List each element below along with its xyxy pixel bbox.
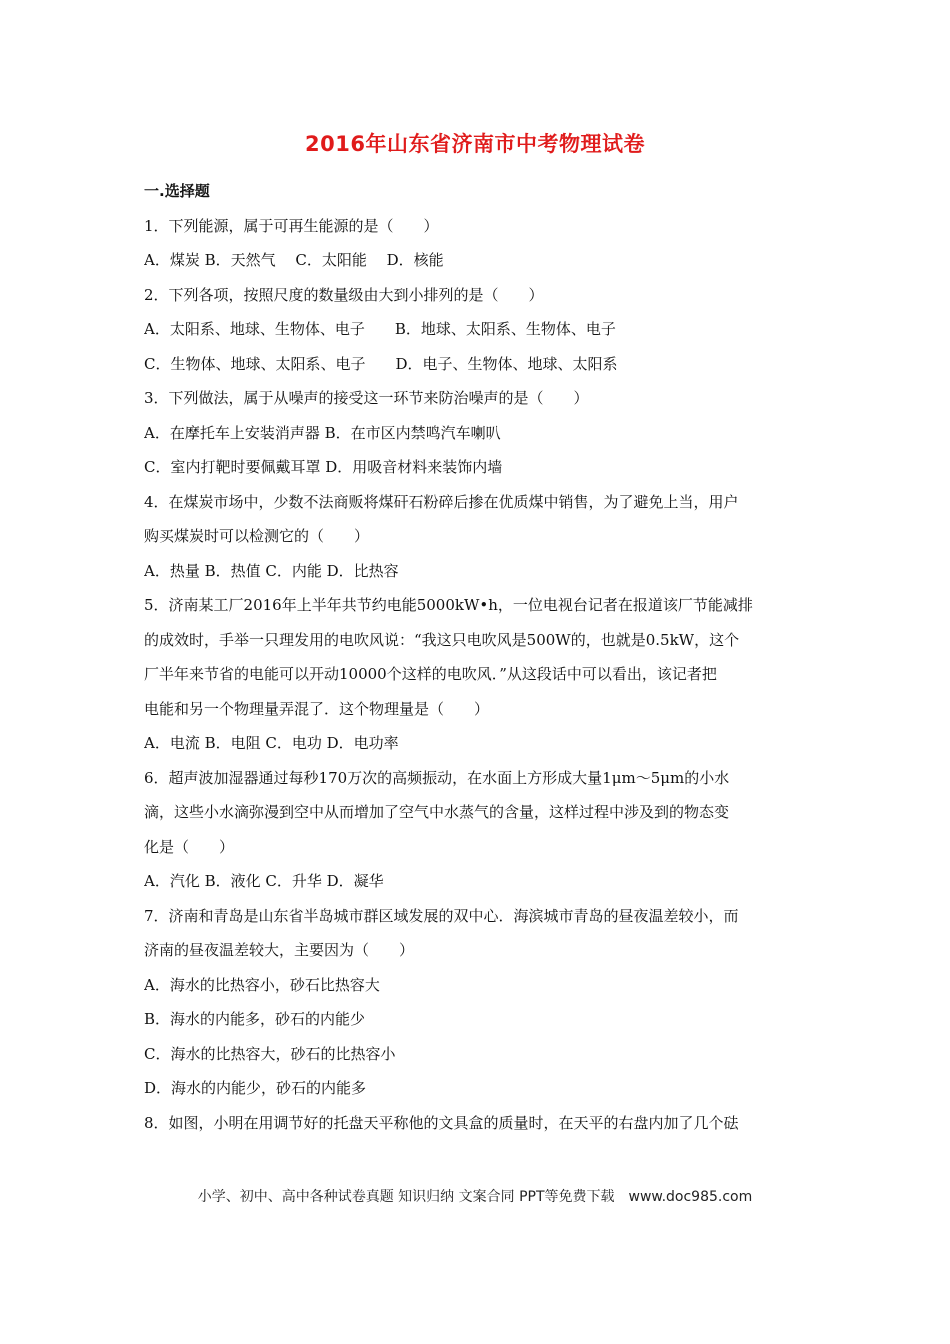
text-line: 1．下列能源，属于可再生能源的是（ ）	[144, 216, 439, 235]
text-line: 购买煤炭时可以检测它的（ ）	[144, 527, 370, 545]
question-lines	[144, 215, 812, 1147]
text-line: 5．济南某工厂2016年上半年共节约电能5000kW•h，一位电视台记者在报道该厂节能减排	[144, 596, 753, 614]
text-line: 4．在煤炭市场中，少数不法商贩将煤矸石粉碎后掺在优质煤中销售，为了避免上当，用户	[144, 492, 739, 511]
text-line: 化是（ ）	[144, 837, 235, 856]
text-line: 电能和另一个物理量弄混了．这个物理量是（ ）	[144, 699, 490, 718]
page-footer: 小学、初中、高中各种试卷真题 知识归纳 文案合同 PPT等免费下载 www.doc985.com	[197, 1189, 753, 1205]
text-line: C．室内打靶时要佩戴耳罩 D．用吸音材料来装饰内墙	[144, 458, 503, 476]
text-line: A．在摩托车上安装消声器 B．在市区内禁鸣汽车喇叭	[144, 423, 501, 442]
text-line: 滴，这些小水滴弥漫到空中从而增加了空气中水蒸气的含量，这样过程中涉及到的物态变	[144, 803, 730, 821]
text-line: A．海水的比热容小，砂石比热容大	[144, 975, 380, 994]
text-line: A．太阳系、地球、生物体、电子 B．地球、太阳系、生物体、电子	[144, 320, 616, 338]
text-line: A．汽化 B．液化 C．升华 D．凝华	[144, 872, 384, 890]
exam-content	[144, 180, 812, 1146]
text-line: 厂半年来节省的电能可以开动10000个这样的电吹风．”从这段话中可以看出，该记者把	[144, 665, 717, 683]
page-title: 2016年山东省济南市中考物理试卷	[305, 132, 645, 156]
section-heading: 一.选择题	[144, 182, 210, 200]
text-line: D．海水的内能少，砂石的内能多	[144, 1079, 367, 1097]
text-line: C．生物体、地球、太阳系、电子 D．电子、生物体、地球、太阳系	[144, 354, 618, 373]
text-line: 6．超声波加湿器通过每秒170万次的高频振动，在水面上方形成大量1μm～5μm的小水	[144, 768, 730, 787]
text-line: 7．济南和青岛是山东省半岛城市群区域发展的双中心．海滨城市青岛的昼夜温差较小，而	[144, 906, 739, 925]
text-line: 济南的昼夜温差较大，主要因为（ ）	[144, 941, 415, 959]
text-line: B．海水的内能多，砂石的内能少	[144, 1010, 366, 1028]
text-line: 3．下列做法，属于从噪声的接受这一环节来防治噪声的是（ ）	[144, 389, 589, 407]
text-line: A．电流 B．电阻 C．电功 D．电功率	[144, 734, 399, 752]
text-line: 8．如图，小明在用调节好的托盘天平称他的文具盒的质量时，在天平的右盘内加了几个砝	[144, 1113, 739, 1132]
text-line: A．热量 B．热值 C．内能 D．比热容	[144, 561, 399, 580]
text-line: C．海水的比热容大，砂石的比热容小	[144, 1044, 396, 1063]
text-line: 的成效时，手举一只理发用的电吹风说：“我这只电吹风是500W的，也就是0.5kW，这个	[144, 630, 740, 649]
text-line: A．煤炭 B．天然气 C．太阳能 D．核能	[144, 251, 444, 269]
text-line: 2．下列各项，按照尺度的数量级由大到小排列的是（ ）	[144, 285, 544, 304]
